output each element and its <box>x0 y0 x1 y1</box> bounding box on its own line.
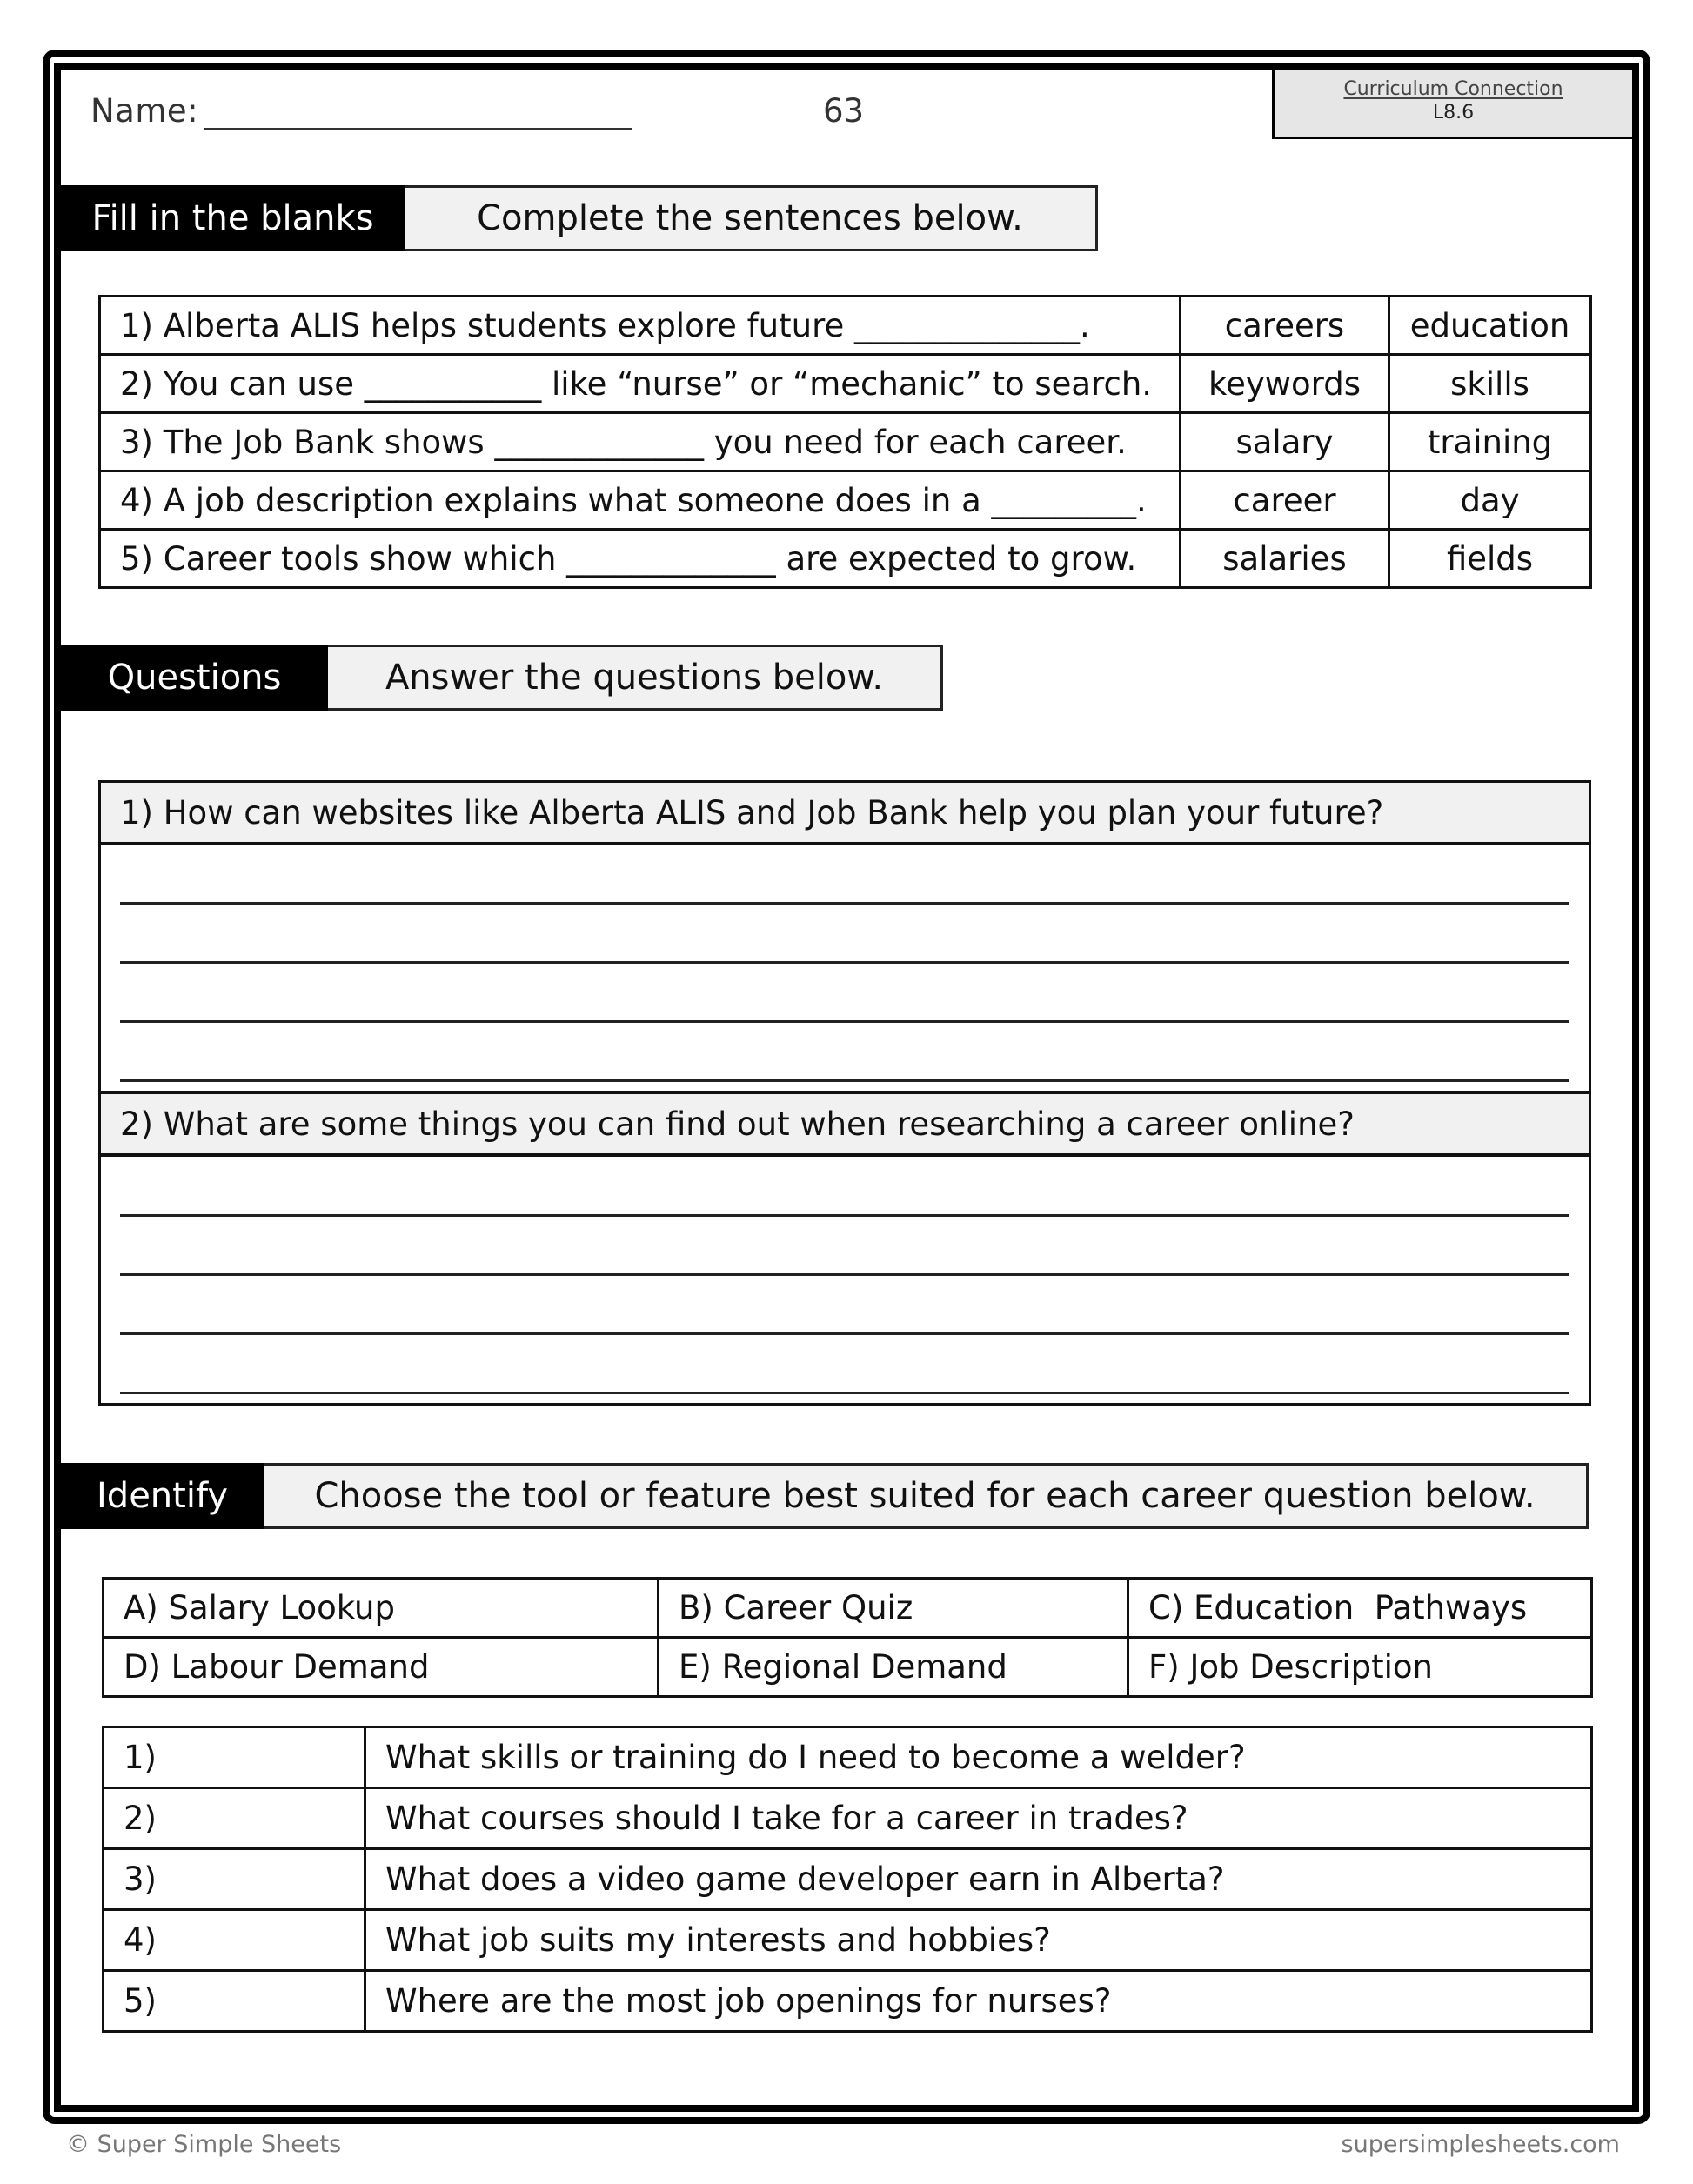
answer-line[interactable] <box>120 902 1569 905</box>
page-number: 63 <box>823 92 865 130</box>
answer-line[interactable] <box>120 1020 1569 1023</box>
tool-options-table <box>102 1577 1593 1698</box>
fill-in-sentence[interactable]: 2) You can use ___________ like “nurse” or “mechanic” to search. <box>100 355 1181 413</box>
answer-cell[interactable]: 1) <box>104 1727 365 1788</box>
word-bank-option: career <box>1181 471 1389 530</box>
identify-question-row <box>104 1971 1592 2032</box>
identify-question-text: What courses should I take for a career in trades? <box>365 1788 1592 1849</box>
tool-option: C) Education Pathways <box>1128 1579 1592 1638</box>
identify-question-row <box>104 1849 1592 1910</box>
tool-option: A) Salary Lookup <box>104 1579 659 1638</box>
identify-questions-table <box>102 1726 1593 2033</box>
section-instruction-questions: Answer the questions below. <box>328 645 943 711</box>
options-row <box>104 1579 1592 1638</box>
answer-line[interactable] <box>120 1079 1569 1082</box>
section-instruction-identify: Choose the tool or feature best suited for each career question below. <box>264 1463 1589 1529</box>
answer-area[interactable] <box>101 1157 1589 1403</box>
fill-in-row <box>100 471 1591 530</box>
identify-question-row <box>104 1910 1592 1971</box>
answer-area[interactable] <box>101 845 1589 1091</box>
fill-in-row <box>100 413 1591 471</box>
curriculum-connection-title[interactable]: Curriculum Connection <box>1343 78 1563 100</box>
word-bank-option: training <box>1389 413 1591 471</box>
answer-cell[interactable]: 4) <box>104 1910 365 1971</box>
word-bank-option: keywords <box>1181 355 1389 413</box>
fill-in-sentence[interactable]: 5) Career tools show which _____________ are expected to grow. <box>100 530 1181 588</box>
question-box <box>98 780 1591 1093</box>
identify-question-row <box>104 1727 1592 1788</box>
answer-cell[interactable]: 3) <box>104 1849 365 1910</box>
fill-in-sentence[interactable]: 4) A job description explains what someone does in a _________. <box>100 471 1181 530</box>
answer-line[interactable] <box>120 961 1569 964</box>
name-input-line[interactable] <box>204 128 632 130</box>
word-bank-option: education <box>1389 297 1591 355</box>
fill-in-table <box>98 295 1592 589</box>
answer-line[interactable] <box>120 1214 1569 1217</box>
options-row <box>104 1638 1592 1697</box>
footer-copyright: © Super Simple Sheets <box>66 2131 342 2158</box>
identify-question-row <box>104 1788 1592 1849</box>
footer-website-link[interactable]: supersimplesheets.com <box>1341 2131 1620 2158</box>
tool-option: E) Regional Demand <box>659 1638 1128 1697</box>
identify-question-text: What job suits my interests and hobbies? <box>365 1910 1592 1971</box>
identify-question-text: Where are the most job openings for nurses? <box>365 1971 1592 2032</box>
question-box <box>98 1091 1591 1406</box>
tool-option: B) Career Quiz <box>659 1579 1128 1638</box>
identify-question-text: What does a video game developer earn in Alberta? <box>365 1849 1592 1910</box>
identify-section-header <box>61 1463 1589 1529</box>
fill-in-sentence[interactable]: 1) Alberta ALIS helps students explore future ______________. <box>100 297 1181 355</box>
word-bank-option: careers <box>1181 297 1389 355</box>
word-bank-option: salary <box>1181 413 1389 471</box>
word-bank-option: day <box>1389 471 1591 530</box>
fill-in-row <box>100 530 1591 588</box>
curriculum-connection-box <box>1272 70 1632 139</box>
answer-line[interactable] <box>120 1392 1569 1394</box>
word-bank-option: salaries <box>1181 530 1389 588</box>
answer-cell[interactable]: 5) <box>104 1971 365 2032</box>
answer-line[interactable] <box>120 1332 1569 1335</box>
identify-question-text: What skills or training do I need to become a welder? <box>365 1727 1592 1788</box>
name-label: Name: <box>90 92 199 130</box>
tool-option: F) Job Description <box>1128 1638 1592 1697</box>
word-bank-option: fields <box>1389 530 1591 588</box>
fill-in-row <box>100 297 1591 355</box>
fill-in-row <box>100 355 1591 413</box>
question-prompt: 2) What are some things you can find out when researching a career online? <box>101 1094 1589 1157</box>
fill-in-section-header <box>61 185 1098 251</box>
section-instruction-fill-in: Complete the sentences below. <box>405 185 1098 251</box>
questions-section-header <box>61 645 943 711</box>
answer-line[interactable] <box>120 1273 1569 1276</box>
section-label-fill-in: Fill in the blanks <box>61 185 405 251</box>
curriculum-code: L8.6 <box>1432 102 1475 124</box>
question-prompt: 1) How can websites like Alberta ALIS and Job Bank help you plan your future? <box>101 783 1589 845</box>
section-label-questions: Questions <box>61 645 328 711</box>
answer-cell[interactable]: 2) <box>104 1788 365 1849</box>
tool-option: D) Labour Demand <box>104 1638 659 1697</box>
fill-in-sentence[interactable]: 3) The Job Bank shows _____________ you need for each career. <box>100 413 1181 471</box>
word-bank-option: skills <box>1389 355 1591 413</box>
section-label-identify: Identify <box>61 1463 264 1529</box>
